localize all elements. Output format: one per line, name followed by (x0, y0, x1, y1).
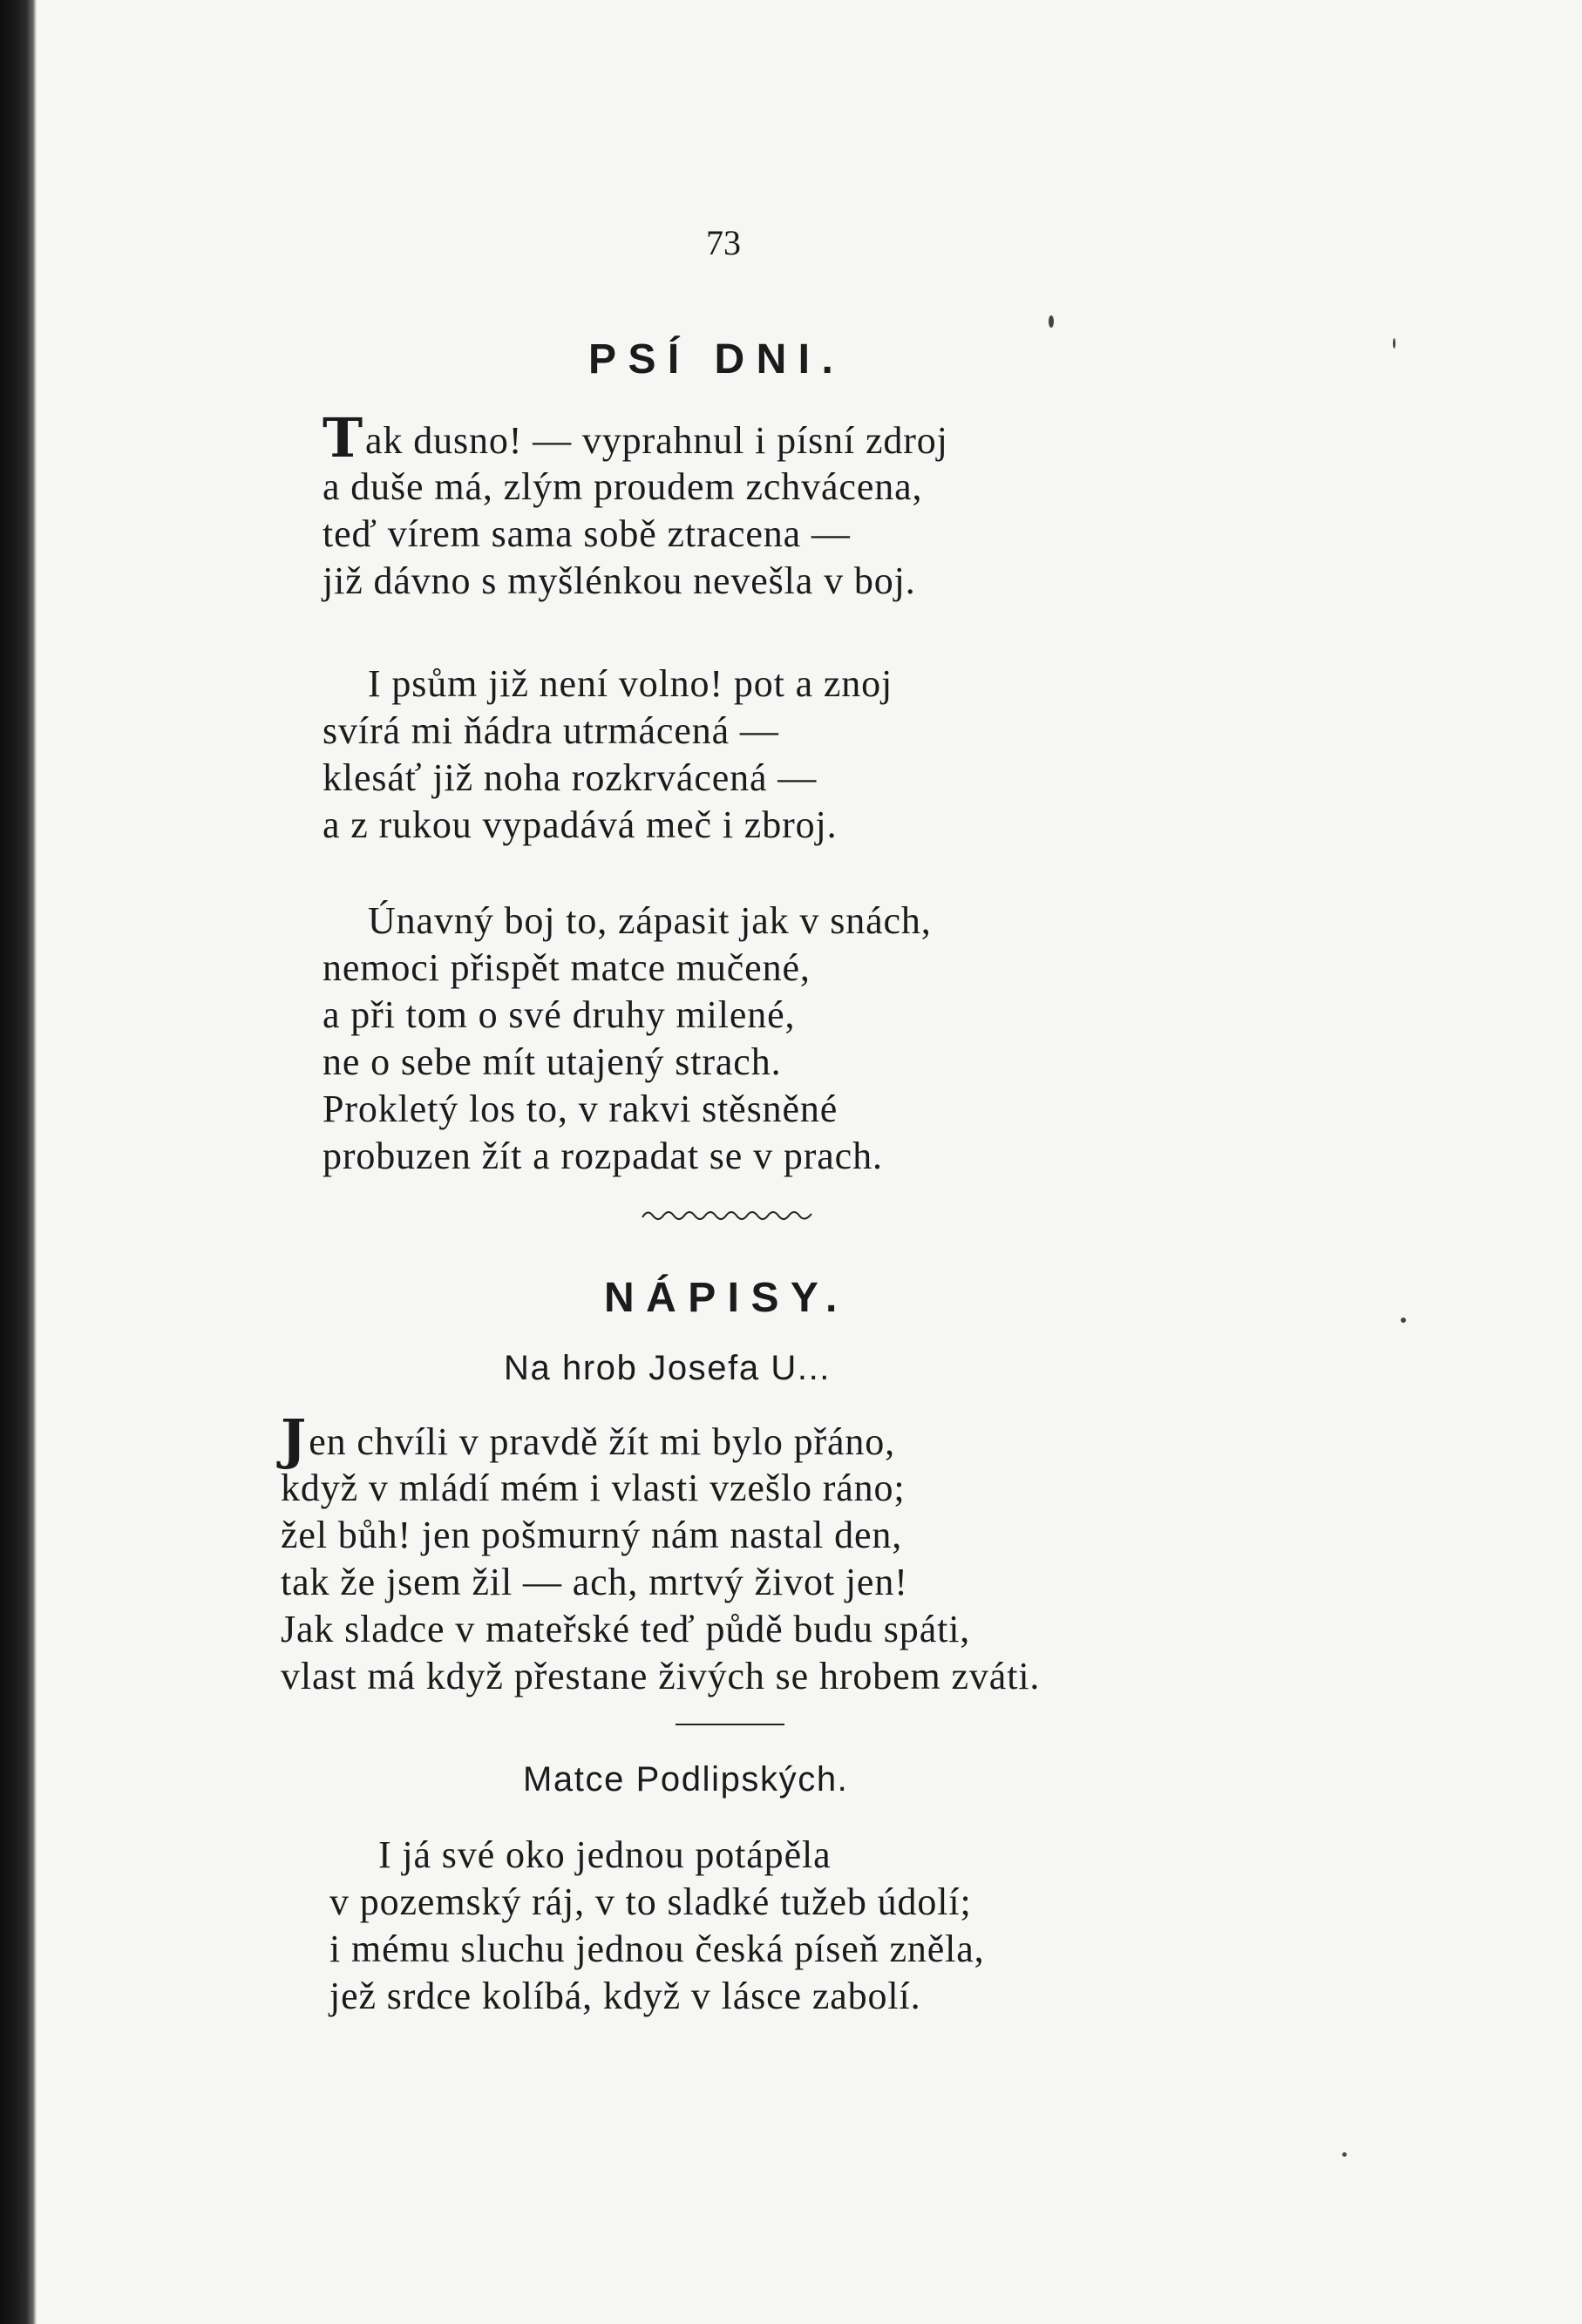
verse-line: když v mládí mém i vlasti vzešlo ráno; (281, 1467, 906, 1509)
verse-line: I psům již není volno! pot a znoj (368, 662, 893, 705)
scan-speck (1342, 2152, 1347, 2157)
verse-line: klesáť již noha rozkrvácená — (323, 756, 818, 799)
poem1-stanza-1 (323, 406, 948, 605)
verse-line: a při tom o své druhy milené, (323, 993, 796, 1036)
wavy-ornament (641, 1207, 815, 1224)
section-divider (676, 1724, 784, 1725)
poem1-stanza-2 (323, 661, 893, 849)
verse-line: vlast má když přestane živých se hrobem zváti. (281, 1655, 1041, 1697)
verse-line: probuzen žít a rozpadat se v prach. (323, 1135, 883, 1177)
verse-line: žel bůh! jen pošmurný nám nastal den, (281, 1514, 903, 1556)
verse-line: již dávno s myšlénkou nevešla v boj. (323, 559, 916, 602)
verse-line: i mému sluchu jednou česká píseň zněla, (329, 1928, 985, 1970)
verse-line: I já své oko jednou potápěla (378, 1833, 832, 1876)
verse-line: Tak dusno! — vyprahnul i písní zdroj (323, 406, 948, 470)
binding-line (19, 200, 23, 2274)
verse-line: ne o sebe mít utajený strach. (323, 1040, 782, 1083)
verse-line: svírá mi ňádra utrmácená — (323, 709, 779, 752)
verse-line: jež srdce kolíbá, když v lásce zabolí. (329, 1975, 921, 2017)
verse-line: tak že jsem žil — ach, mrtvý život jen! (281, 1561, 908, 1603)
page-number: 73 (706, 223, 741, 262)
verse-line: v pozemský ráj, v to sladké tužeb údolí; (329, 1880, 972, 1923)
scan-speck (1049, 315, 1054, 328)
poem1-stanza-3 (323, 898, 932, 1180)
verse-line: a duše má, zlým proudem zchvácena, (323, 465, 923, 508)
poem-title-psi-dni: PSÍ DNI. (588, 336, 845, 383)
scan-speck (1401, 1318, 1406, 1323)
drop-initial: J (281, 1407, 308, 1471)
scan-binding-edge (0, 0, 37, 2324)
verse-line: nemoci přispět matce mučené, (323, 946, 811, 989)
inscription2-lines (329, 1832, 985, 2020)
inscription-title-matce: Matce Podlipských. (523, 1760, 849, 1799)
verse-line: Únavný boj to, zápasit jak v snách, (368, 899, 932, 942)
verse-line: teď vírem sama sobě ztracena — (323, 512, 851, 555)
verse-line: Jen chvíli v pravdě žít mi bylo přáno, (281, 1407, 896, 1471)
scan-speck (1393, 338, 1395, 349)
drop-initial: T (323, 406, 364, 470)
verse-line: Jak sladce v mateřské teď půdě budu spáti, (281, 1608, 971, 1650)
section-title-napisy: NÁPISY. (604, 1275, 849, 1321)
inscription1-lines (281, 1407, 1041, 1700)
verse-line: a z rukou vypadává meč i zbroj. (323, 803, 838, 846)
inscription-title-josef: Na hrob Josefa U... (504, 1349, 832, 1387)
verse-line: Prokletý los to, v rakvi stěsněné (323, 1087, 839, 1130)
